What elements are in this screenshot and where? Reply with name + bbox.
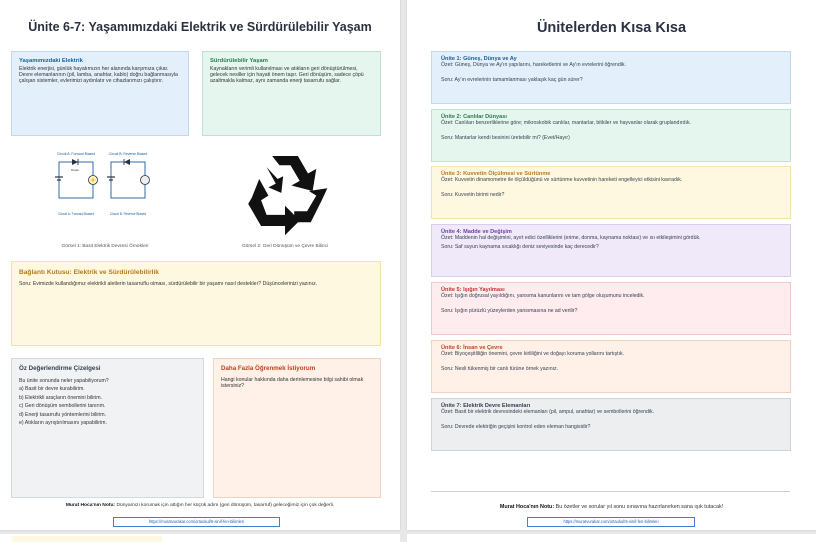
worksheet-page-1 xyxy=(0,0,400,530)
next-page-edge xyxy=(407,534,816,542)
teacher-note-label: Murat Hoca'nın Notu: xyxy=(499,504,555,510)
self-evaluation-intro: Bu ünite sonunda neler yapabiliyorum? xyxy=(19,378,109,384)
unit-question: Soru: Işığın pürüzlü yüzeylerden yansımasına ne ad verilir? xyxy=(441,307,578,314)
circuit-b-title: Circuit B: Reverse Biased xyxy=(108,152,148,156)
page-title: Ünite 6-7: Yaşamımızdaki Elektrik ve Sürdürülebilir Yaşam xyxy=(28,20,372,34)
circuit-a-title: Circuit A: Forward Biased xyxy=(56,152,96,156)
unit-summary-card xyxy=(431,51,791,104)
circuit-diagram-image xyxy=(50,149,154,237)
unit-summary-card xyxy=(431,340,791,393)
unit-title: Ünite 4: Madde ve Değişim xyxy=(441,229,512,235)
unit-question: Soru: Ay'ın evrelerinin tamamlanması yaklaşık kaç gün sürer? xyxy=(441,76,583,83)
self-evaluation-item: e) Atıkların ayrıştırılmasını yapabilirim. xyxy=(19,420,107,427)
unit-summary-card xyxy=(431,109,791,162)
connection-box-question: Soru: Evimizde kullandığımız elektrikli aletlerin tasarruflu olması, sürdürülebilir bir yaşamı nasıl destekler? Düşüncelerinizi yazınız. xyxy=(19,281,318,287)
info-box-text: Kaynakların verimli kullanılması ve atıkların geri dönüştürülmesi, gelecek nesiller için hayati önem taşır. Geri dönüşüm, sadece çöpü azaltmakla kalmaz, aynı zamanda enerji tasarrufu sağlar. xyxy=(210,65,364,85)
unit-summary-card xyxy=(431,166,791,219)
self-evaluation-item: c) Geri dönüşüm sembollerini tanırım. xyxy=(19,403,106,410)
unit-summary-card xyxy=(431,398,791,451)
teacher-note-label: Murat Hoca'nın Notu: xyxy=(65,503,116,508)
unit-title: Ünite 5: Işığın Yayılması xyxy=(441,287,505,293)
worksheet-page-2 xyxy=(407,0,816,530)
unit-title: Ünite 2: Canlılar Dünyası xyxy=(441,114,507,120)
unit-question: Soru: Kuvvetin birimi nedir? xyxy=(441,191,505,198)
unit-title: Ünite 6: İnsan ve Çevre xyxy=(441,345,503,351)
recycle-icon xyxy=(239,145,331,237)
connection-box-heading: Bağlantı Kutusu: Elektrik ve Sürdürülebilirlik xyxy=(19,269,159,276)
unit-title: Ünite 3: Kuvvetin Ölçülmesi ve Sürtünme xyxy=(441,171,551,177)
unit-summary: Özet: Basit bir elektrik devresindeki elemanları (pil, ampul, anahtar) ve sembollerini öğrendik. xyxy=(441,409,655,416)
website-link[interactable]: https://muratvurakar.com/ortaokul/5-sinif-fen-bilimleri xyxy=(113,517,280,527)
unit-question: Soru: Mantarlar kendi besinini üretebilir mi? (Evet/Hayır) xyxy=(441,134,570,141)
info-box-electricity xyxy=(11,51,189,136)
info-box-heading: Sürdürülebilir Yaşam xyxy=(210,58,268,64)
self-evaluation-heading: Öz Değerlendirme Çizelgesi xyxy=(19,365,101,372)
self-evaluation-box xyxy=(11,358,204,498)
figure-1-caption: Görsel 1: Basit Elektrik Devresi Örnekleri xyxy=(61,244,149,249)
teacher-note-text: Dünyamızı korumak için attığın her küçük adım (geri dönüşüm, tasarruf) geleceğimiz için çok değerli. xyxy=(116,503,335,508)
unit-question: Soru: Nesli tükenmiş bir canlı türüne örnek yazınız. xyxy=(441,365,559,372)
divider xyxy=(431,491,790,492)
unit-summary: Özet: Biyoçeşitliliğin önemini, çevre kirliliğini ve doğayı koruma yollarını tartıştık. xyxy=(441,351,625,358)
unit-question: Soru: Saf suyun kaynama sıcaklığı deniz seviyesinde kaç derecedir? xyxy=(441,243,599,250)
learn-more-heading: Daha Fazla Öğrenmek İstiyorum xyxy=(221,365,316,372)
diode-label: Diode xyxy=(71,168,79,172)
unit-question: Soru: Devrede elektriğin geçişini kontrol eden eleman hangisidir? xyxy=(441,423,591,430)
figure-2-caption: Görsel 2: Geri Dönüşüm ve Çevre Bilinci xyxy=(241,244,329,249)
info-box-sustainability xyxy=(202,51,381,136)
circuit-b-label: Circuit B: Reverse Biased xyxy=(109,212,147,216)
website-link[interactable]: https://muratvurakar.com/ortaokul/5-sinif-fen-bilimleri xyxy=(527,517,695,527)
next-page-edge xyxy=(0,534,400,542)
info-box-heading: Yaşamımızdaki Elektrik xyxy=(19,58,83,64)
unit-summary: Özet: Işığın doğrusal yayıldığını, yansıma kanunlarını ve tam gölge oluşumunu inceledik. xyxy=(441,293,645,300)
unit-title: Ünite 1: Güneş, Dünya ve Ay xyxy=(441,56,517,62)
unit-summary: Özet: Maddenin hal değişimini, ayırt edici özelliklerini (erime, donma, kaynama noktası) ve ısı etkileşimini gördük. xyxy=(441,235,701,242)
teacher-note xyxy=(407,504,816,510)
unit-summary-card xyxy=(431,224,791,277)
unit-summary: Özet: Kuvvetin dinamometre ile ölçüldüğünü ve sürtünme kuvvetinin hareketi engelleyici etkisini kavradık. xyxy=(441,177,683,184)
circuit-a-label: Circuit A: Forward Biased xyxy=(58,212,94,216)
self-evaluation-item: b) Elektrikli araçların önemini bilirim. xyxy=(19,394,103,401)
lamp-off-icon xyxy=(141,176,150,185)
unit-title: Ünite 7: Elektrik Devre Elemanları xyxy=(441,403,531,409)
self-evaluation-item: a) Basit bir devre kurabilirim. xyxy=(19,386,85,393)
connection-box xyxy=(11,261,381,346)
teacher-note-text: Bu özetler ve sorular yıl sonu sınavına hazırlanırken sana ışık tutacak! xyxy=(555,504,724,510)
unit-summary-card xyxy=(431,282,791,335)
unit-summary: Özet: Güneş, Dünya ve Ay'ın yapılarını, hareketlerini ve Ay'ın evrelerini öğrendik. xyxy=(441,62,626,69)
page-title: Ünitelerden Kısa Kısa xyxy=(536,20,687,36)
unit-summary: Özet: Canlıları benzerliklerine göre; mikroskobik canlılar, mantarlar, bitkiler ve hayvanlar olarak gruplandırdık. xyxy=(441,120,691,127)
teacher-note xyxy=(0,503,400,508)
learn-more-box xyxy=(213,358,381,498)
learn-more-text: Hangi konular hakkında daha derinlemesine bilgi sahibi olmak istersiniz? xyxy=(221,377,364,390)
info-box-text: Elektrik enerjisi, günlük hayatımızın her alanında karşımıza çıkar. Devre elemanlarının (pil, lamba, anahtar, kablo) doğru bağlanmasıyla çalışan sistemler, evlerimizi aydınlatır ve cihazlarımızı çalıştırır. xyxy=(19,65,178,85)
self-evaluation-item: d) Enerji tasarrufu yöntemlerini bilirim. xyxy=(19,411,107,418)
